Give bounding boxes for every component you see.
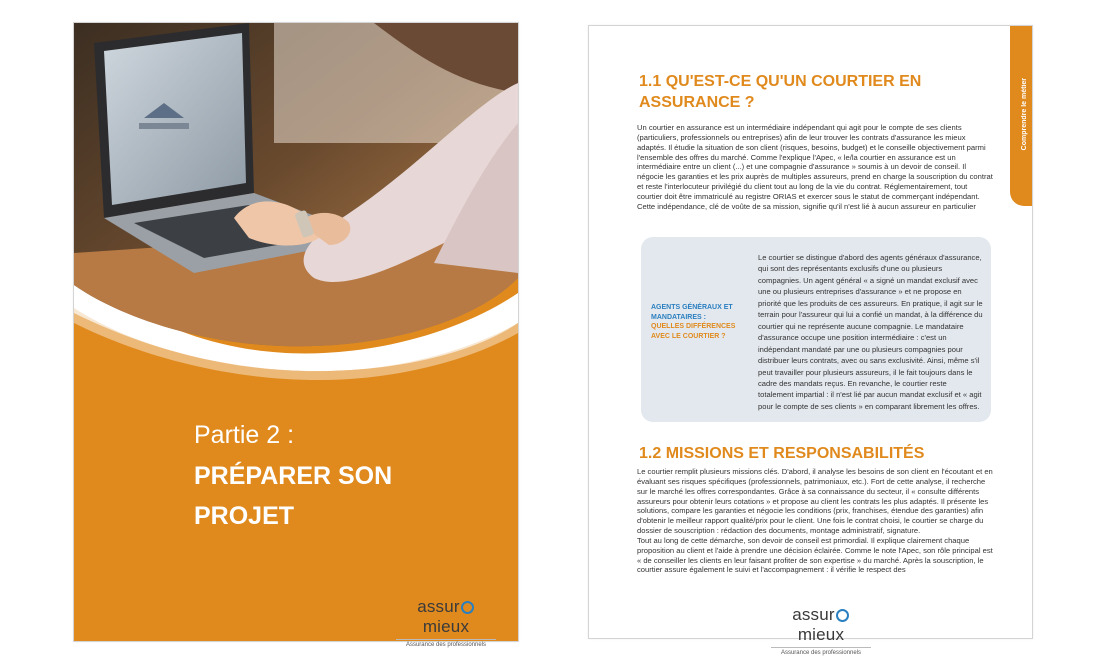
brand-tagline: Assurance des professionnels bbox=[771, 647, 871, 656]
side-tab bbox=[1010, 26, 1032, 206]
cover-photo bbox=[74, 23, 518, 363]
cover-title-part: Partie 2 : bbox=[194, 421, 295, 449]
brand-o-icon bbox=[461, 601, 474, 614]
section-2-paragraph: Le courtier remplit plusieurs missions clés. D'abord, il analyse les besoins de son client en l'écoutant et en évaluant ses risques spécifiques (professionnels, patrimoniaux, etc.). Fort de cette analyse, il recherche sur le marché les offres correspondantes. Grâce à sa connaissance du secteur, il « consulte différents assureurs pour obtenir leurs cotations » et propose au client les contrats les plus adaptés. Il présente les solutions, compare les garanties et négocie les conditions (prix, franchises, étendue des garanties) afin d'obtenir le meilleur rapport qualité/prix pour le client. Une fois le contrat choisi, le courtier se charge du dossier de souscription : rédaction des documents, montage administratif, signature. bbox=[637, 467, 993, 536]
section-2-paragraph: Tout au long de cette démarche, son devoir de conseil est primordial. Il explique clairement chaque proposition au client et l'aide à prendre une décision éclairée. Comme le note l'Apec, son rôle principal est « de conseiller les clients en leur faisant profiter de son expertise » du marché. Après la souscription, le courtier assure également le suivi et l'accompagnement : il vérifie le respect des bbox=[637, 535, 993, 575]
brand-tagline: Assurance des professionnels bbox=[396, 639, 496, 648]
cover-illustration bbox=[74, 23, 518, 641]
brand-name: assurmieux bbox=[396, 597, 496, 637]
section-1-body: Un courtier en assurance est un intermédiaire indépendant qui agit pour le compte de ses clients (particuliers, professionnels ou entreprises) afin de leur trouver les contrats d'assurance les mieux adaptés. Il étudie la situation de son client (risques, besoins, budget) et le conseille objectivement parmi l'ensemble des offres du marché. Comme l'explique l'Apec, « le/la courtier en assurance est un intermédiaire entre un client (...) et une compagnie d'assurance » soumis à un devoir de conseil. Il négocie les garanties et les prix auprès de multiples assureurs, prend en charge la souscription du contrat et reste l'interlocuteur privilégié du client tout au long de la vie du contrat. Réglementairement, tout courtier doit être immatriculé au registre ORIAS et exercer sous le statut de commerçant indépendant. Cette indépendance, clé de voûte de sa mission, signifie qu'il n'est lié à aucun assureur en particulier bbox=[637, 123, 993, 211]
section-1-heading: 1.1 QU'EST-CE QU'UN COURTIER EN ASSURANCE ? bbox=[639, 73, 922, 111]
callout-title-blue: AGENTS GÉNÉRAUX ET MANDATAIRES : bbox=[651, 304, 733, 321]
callout-title-orange: QUELLES DIFFÉRENCES AVEC LE COURTIER ? bbox=[651, 323, 736, 340]
cover-title-main: PRÉPARER SON PROJET bbox=[194, 462, 393, 530]
brand-name: assurmieux bbox=[771, 605, 871, 645]
section-2-body bbox=[637, 467, 993, 599]
brand-logo bbox=[771, 605, 871, 656]
brand-o-icon bbox=[836, 609, 849, 622]
brand-logo bbox=[396, 597, 496, 648]
section-2-heading: 1.2 MISSIONS ET RESPONSABILITÉS bbox=[639, 445, 925, 462]
content-page bbox=[588, 25, 1033, 656]
callout-body: Le courtier se distingue d'abord des agents généraux d'assurance, qui sont des représentants exclusifs d'une ou plusieurs compagnies. Un agent général « a signé un mandat exclusif avec une ou plusieurs entreprises d'assurance » et ne propose en priorité que les produits de ces assureurs. En pratique, il agit sur le terrain pour l'assureur qui lui a confié un mandat, à la différence du courtier qui ne représente aucune compagnie. Le mandataire d'assurance occupe une position intermédiaire : c'est un indépendant mandaté par une ou plusieurs compagnies pour distribuer leurs contrats, avec ou sans exclusivité. Ainsi, même s'il peut travailler pour plusieurs assureurs, il le fait toujours dans le cadre des mandats reçus. En revanche, le courtier reste totalement impartial : il n'est lié par aucun mandat exclusif et « agit pour le compte de ses clients » en comparant librement les offres. bbox=[758, 253, 983, 411]
callout-title bbox=[651, 303, 743, 341]
callout-box bbox=[641, 237, 991, 422]
cover-page bbox=[73, 22, 519, 648]
side-tab-label: Comprendre le métier bbox=[1021, 78, 1028, 151]
